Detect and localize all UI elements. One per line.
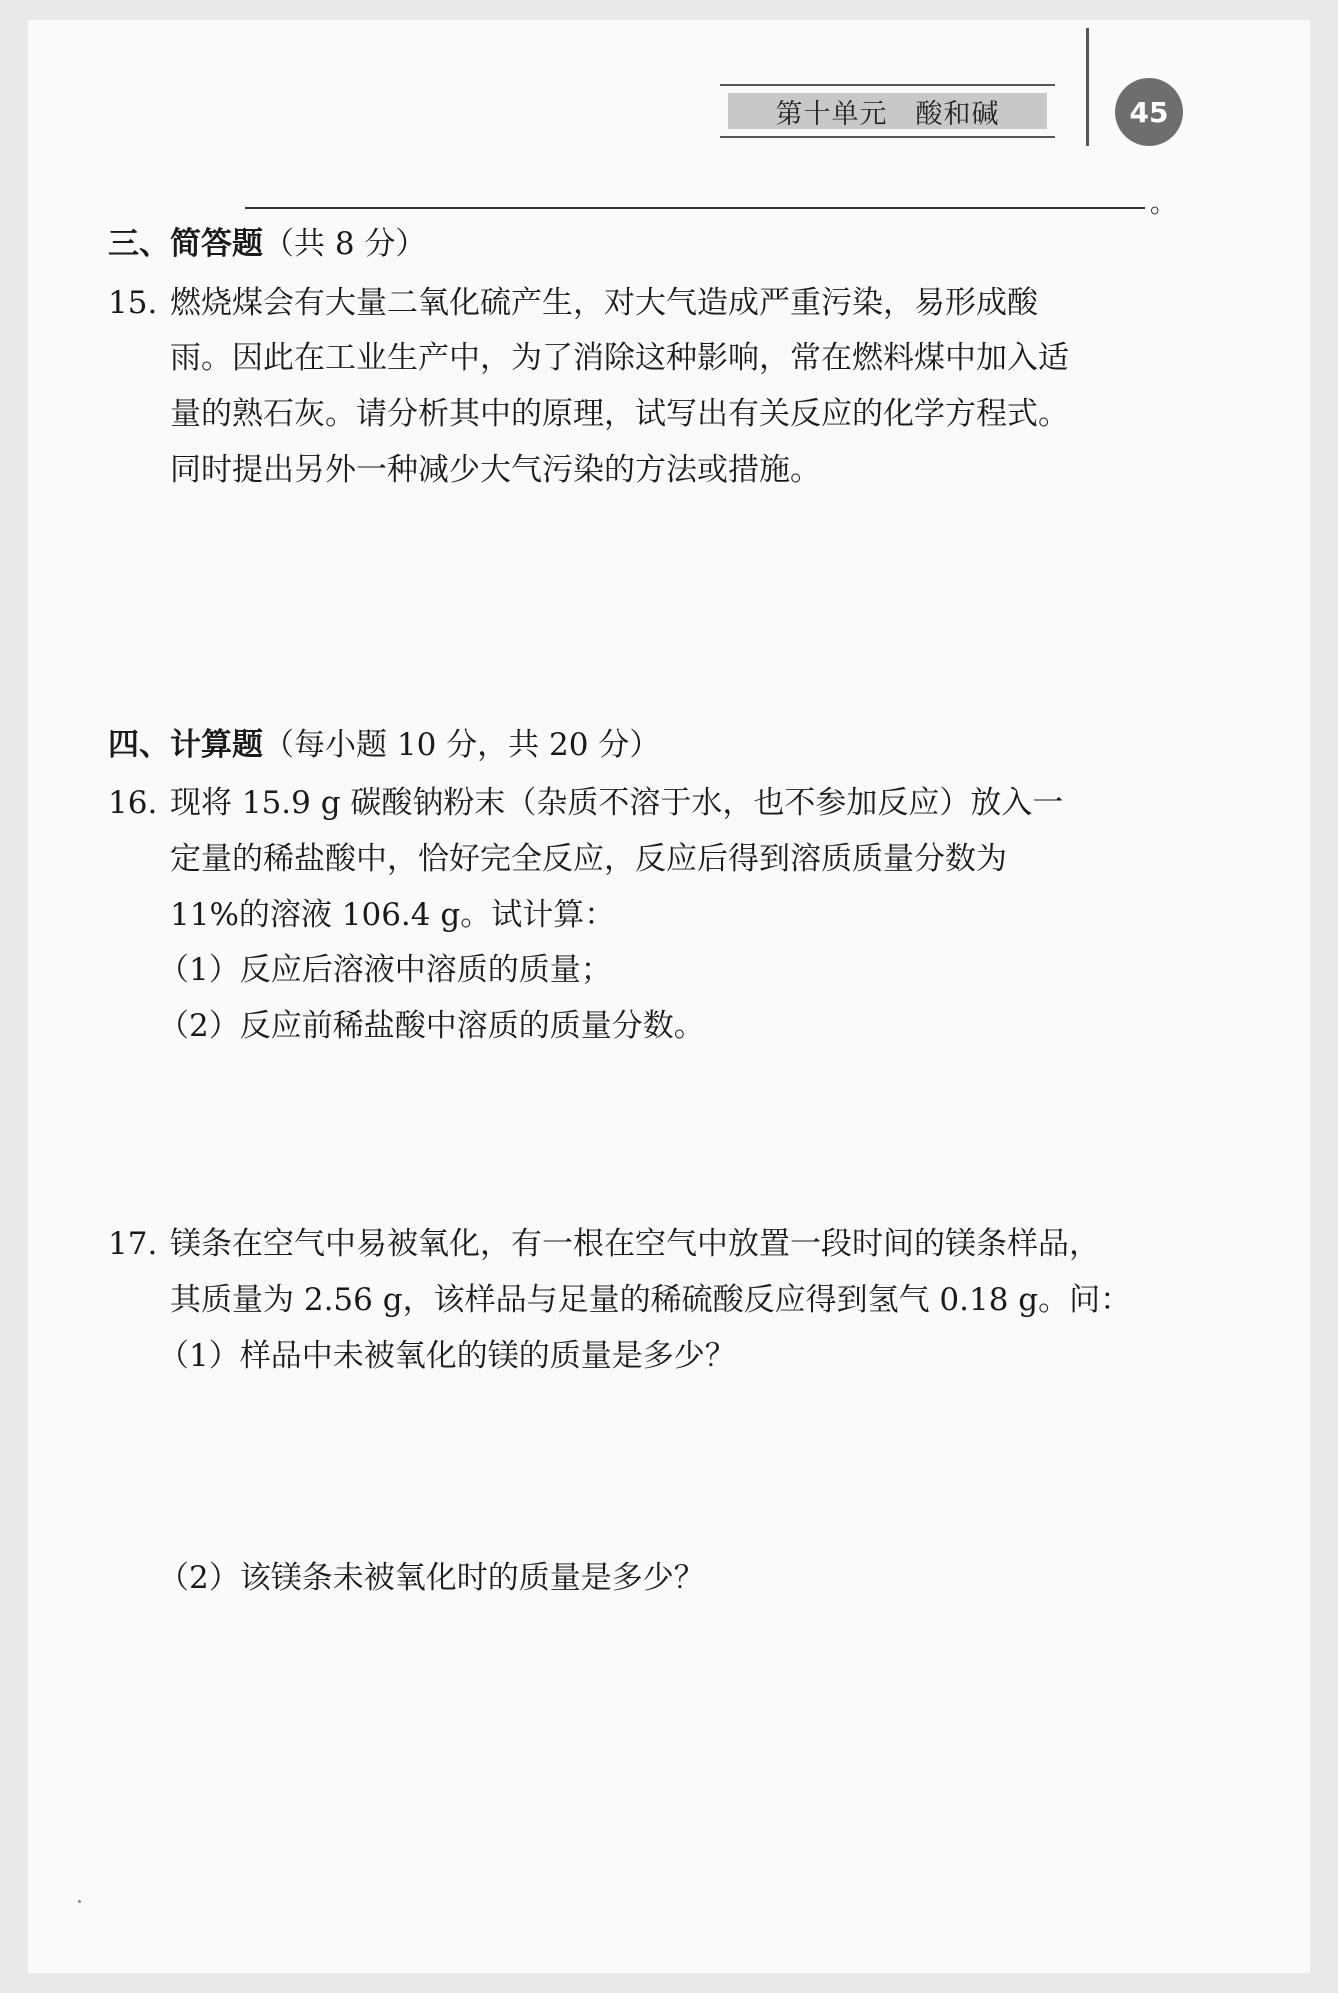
q17-subquestion-1: （1）样品中未被氧化的镁的质量是多少？ <box>158 1338 736 1374</box>
section-3-title: 三、简答题 <box>108 226 263 262</box>
q16-text: 现将 15.9 g 碳酸钠粉末（杂质不溶于水，也不参加反应）放入一 <box>170 785 1064 821</box>
q16-subquestion-2: （2）反应前稀盐酸中溶质的质量分数。 <box>158 1008 705 1044</box>
scan-speck <box>78 1900 81 1903</box>
q15-line-3: 量的熟石灰。请分析其中的原理，试写出有关反应的化学方程式。 <box>170 396 1069 432</box>
q17-line-2: 其质量为 2.56 g，该样品与足量的稀硫酸反应得到氢气 0.18 g。问： <box>170 1282 1132 1318</box>
q15-text: 燃烧煤会有大量二氧化硫产生，对大气造成严重污染，易形成酸 <box>170 285 1038 321</box>
q17-number: 17. <box>108 1226 158 1262</box>
q16-number: 16. <box>108 785 158 821</box>
q15-number: 15. <box>108 285 158 321</box>
q15-line-1 <box>108 283 1038 323</box>
q16-subquestion-1: （1）反应后溶液中溶质的质量； <box>158 952 612 988</box>
section-4-points: （每小题 10 分，共 20 分） <box>263 727 661 763</box>
q16-line-1 <box>108 783 1063 823</box>
answer-blank-period: 。 <box>1150 189 1177 219</box>
section-3-points: （共 8 分） <box>263 226 427 262</box>
q16-line-3: 11%的溶液 106.4 g。试计算： <box>170 897 616 933</box>
q17-text: 镁条在空气中易被氧化，有一根在空气中放置一段时间的镁条样品， <box>170 1226 1100 1262</box>
q16-line-2: 定量的稀盐酸中，恰好完全反应，反应后得到溶质质量分数为 <box>170 841 1007 877</box>
header-divider <box>1086 28 1089 146</box>
page-number-badge: 45 <box>1115 78 1183 146</box>
unit-header <box>720 84 1055 138</box>
q17-subquestion-2: （2）该镁条未被氧化时的质量是多少？ <box>158 1560 705 1596</box>
unit-title: 第十单元 酸和碱 <box>728 93 1047 129</box>
q15-line-4: 同时提出另外一种减少大气污染的方法或措施。 <box>170 452 821 488</box>
q17-line-1 <box>108 1224 1100 1264</box>
section-3-heading <box>108 224 426 264</box>
section-4-title: 四、计算题 <box>108 727 263 763</box>
section-4-heading <box>108 725 660 765</box>
answer-blank-line <box>245 207 1145 209</box>
q15-line-2: 雨。因此在工业生产中，为了消除这种影响，常在燃料煤中加入适 <box>170 340 1069 376</box>
